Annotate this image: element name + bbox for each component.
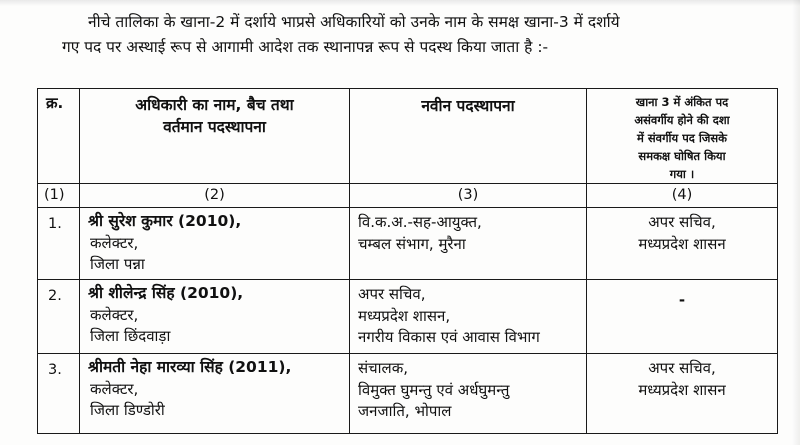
header-equivalent-line-2: असंवर्गीय होने की दशा bbox=[634, 113, 730, 127]
row-serial: 3. bbox=[38, 354, 80, 434]
officer-cell bbox=[80, 354, 350, 434]
header-new-posting: नवीन पदस्थापना bbox=[350, 89, 587, 184]
table-header-row bbox=[38, 89, 778, 184]
new-posting-line-3: नगरीय विकास एवं आवास विभाग bbox=[358, 328, 540, 346]
officer-name: श्री शीलेन्द्र सिंह (2010), bbox=[88, 284, 244, 302]
table-row bbox=[38, 354, 778, 434]
new-posting-line-2: मध्यप्रदेश शासन, bbox=[358, 306, 451, 325]
officer-cell bbox=[80, 208, 350, 280]
new-posting-line-3: जनजाति, भोपाल bbox=[358, 402, 452, 420]
intro-line-1: नीचे तालिका के खाना-2 में दर्शाये भाप्रसे अधिकारियों को उनके नाम के समक्ष खाना-3 में दर्शाये bbox=[88, 13, 620, 31]
new-posting-cell bbox=[350, 208, 587, 280]
header-officer-line-1: अधिकारी का नाम, बैच तथा bbox=[135, 96, 294, 114]
table-row bbox=[38, 280, 778, 354]
header-serial: क्र. bbox=[38, 89, 80, 184]
current-district: जिला छिंदवाड़ा bbox=[90, 327, 171, 345]
row-serial: 1. bbox=[38, 208, 80, 280]
new-posting-line-2: चम्बल संभाग, मुरैना bbox=[358, 234, 466, 253]
current-district: जिला डिण्डोरी bbox=[90, 401, 165, 419]
intro-paragraph bbox=[62, 10, 752, 60]
equivalent-line-2: मध्यप्रदेश शासन bbox=[638, 380, 726, 399]
column-number-2: (2) bbox=[80, 184, 350, 208]
header-officer bbox=[80, 89, 350, 184]
officer-name: श्रीमती नेहा मारव्या सिंह (2011), bbox=[88, 358, 292, 376]
officer-cell bbox=[80, 280, 350, 354]
equivalent-dash: - bbox=[678, 291, 686, 309]
equivalent-post-cell bbox=[587, 280, 778, 354]
new-posting-cell bbox=[350, 354, 587, 434]
new-posting-line-2: विमुक्त घुमन्तु एवं अर्धघुमन्तु bbox=[358, 380, 510, 399]
new-posting-cell bbox=[350, 280, 587, 354]
officer-name: श्री सुरेश कुमार (2010), bbox=[88, 212, 242, 230]
current-post: कलेक्टर, bbox=[90, 233, 139, 252]
new-posting-line-1: अपर सचिव, bbox=[358, 285, 426, 303]
page-right-shadow bbox=[792, 0, 800, 445]
intro-line-2: गए पद पर अस्थाई रूप से आगामी आदेश तक स्थानापन्न रूप से पदस्थ किया जाता है :- bbox=[62, 38, 549, 56]
equivalent-post-cell bbox=[587, 208, 778, 280]
posting-table bbox=[37, 88, 778, 434]
current-post: कलेक्टर, bbox=[90, 379, 139, 398]
column-number-1: (1) bbox=[38, 184, 80, 208]
header-equivalent-line-1: खाना 3 में अंकित पद bbox=[635, 95, 729, 109]
equivalent-line-2: मध्यप्रदेश शासन bbox=[638, 234, 726, 253]
equivalent-line-1: अपर सचिव, bbox=[648, 359, 716, 377]
header-equivalent-line-3: में संवर्गीय पद जिसके bbox=[637, 131, 727, 145]
column-number-4: (4) bbox=[587, 184, 778, 208]
new-posting-line-1: वि.क.अ.-सह-आयुक्त, bbox=[358, 213, 482, 231]
header-equivalent-line-5: गया । bbox=[669, 167, 695, 181]
header-equivalent-post bbox=[587, 89, 778, 184]
equivalent-line-1: अपर सचिव, bbox=[648, 213, 716, 231]
header-equivalent-line-4: समकक्ष घोषित किया bbox=[638, 149, 726, 163]
header-officer-line-2: वर्तमान पदस्थापना bbox=[163, 118, 266, 136]
table-row bbox=[38, 208, 778, 280]
current-post: कलेक्टर, bbox=[90, 305, 139, 324]
new-posting-line-1: संचालक, bbox=[358, 359, 409, 377]
row-serial: 2. bbox=[38, 280, 80, 354]
column-number-row bbox=[38, 184, 778, 208]
current-district: जिला पन्ना bbox=[90, 255, 145, 273]
equivalent-post-cell bbox=[587, 354, 778, 434]
column-number-3: (3) bbox=[350, 184, 587, 208]
page-top-edge bbox=[0, 0, 800, 6]
